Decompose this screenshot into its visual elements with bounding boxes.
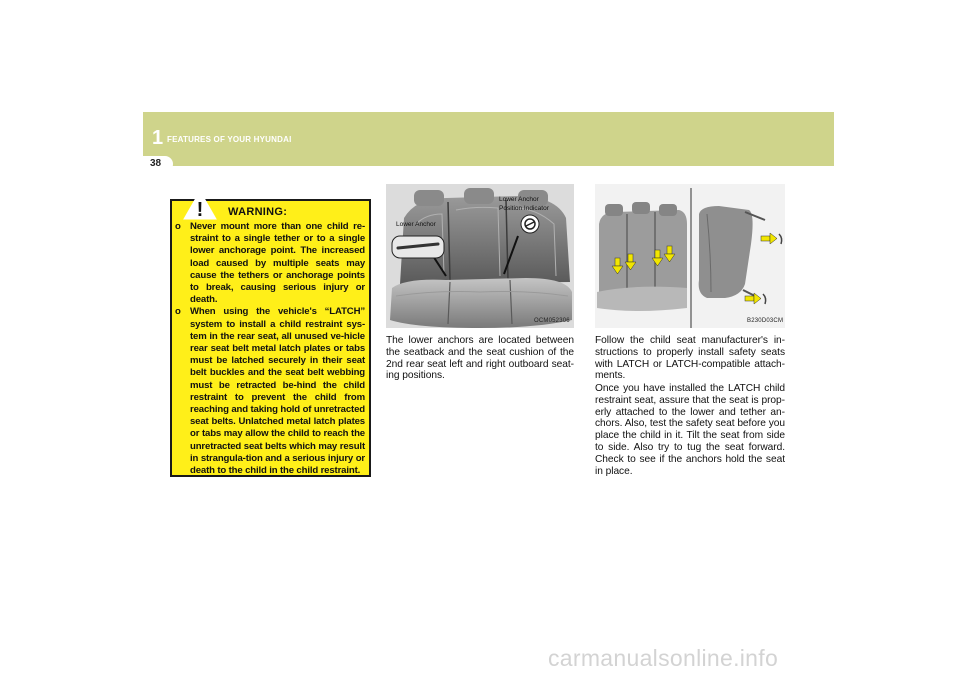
chapter-title: FEATURES OF YOUR HYUNDAI	[167, 135, 292, 144]
warning-bullet: o	[175, 306, 181, 318]
warning-title: WARNING:	[228, 206, 288, 218]
warning-item-text: Never mount more than one child re-straint to a single tether or to a single lower anchorage point. The increased load caused by multiple seats may cause the tethers or anchorage points to break, causing serious injury or death.	[190, 221, 365, 306]
warning-list	[175, 221, 365, 477]
figure2-code: B230D03CM	[747, 318, 784, 324]
lower-anchor-callout: Lower Anchor	[396, 221, 436, 228]
position-indicator-line2: Position Indicator	[499, 205, 549, 212]
page-number: 38	[150, 158, 162, 169]
warning-item-text: When using the vehicle's “LATCH” system to install a child restraint sys-tem in the rear seat, all unused ve-hicle rear seat belt metal latch plates or tabs must be latched securely in their seat belt buckles and the seat belt webbing must be retracted be-hind the child restraint to prevent the child from reaching and taking hold of unretracted seat belts. Unlatched metal latch plates or tabs may allow the child to reach the unretracted seat belts which may result in strangula-tion and a serious injury or death to the child in the child restraint.	[190, 306, 365, 477]
chapter-number: 1	[152, 127, 164, 149]
lower-anchor-description: The lower anchors are located between the seatback and the seat cushion of the 2nd rear seat left and right outboard seat-ing positions.	[386, 335, 574, 382]
warning-item	[175, 306, 365, 477]
warning-exclamation: !	[196, 199, 204, 220]
warning-item	[175, 221, 365, 306]
rear-seat-anchor-figure	[386, 184, 574, 328]
warning-bullet: o	[175, 221, 181, 232]
position-indicator-callout	[496, 193, 552, 215]
latch-instructions-paragraph-2: Once you have installed the LATCH child restraint seat, assure that the seat is prop-erly attached to the lower and tether an-chors. Also, test the safety seat before you place the child in it. Tilt the seat from side to side. Also try to tug the seat forward. Check to see if the anchors hold the seat in place.	[595, 383, 785, 477]
watermark: carmanualsonline.info	[548, 645, 779, 671]
warning-triangle-icon	[183, 190, 217, 220]
position-indicator-line1: Lower Anchor	[499, 196, 539, 203]
latch-instructions-paragraph-1: Follow the child seat manufacturer's in-structions to properly install safety seats with LATCH or LATCH-compatible attach-ments.	[595, 335, 785, 382]
figure1-code: OCM052306	[534, 318, 570, 324]
latch-attachment-figure	[595, 184, 785, 328]
latch-attachment-illustration	[595, 184, 785, 328]
